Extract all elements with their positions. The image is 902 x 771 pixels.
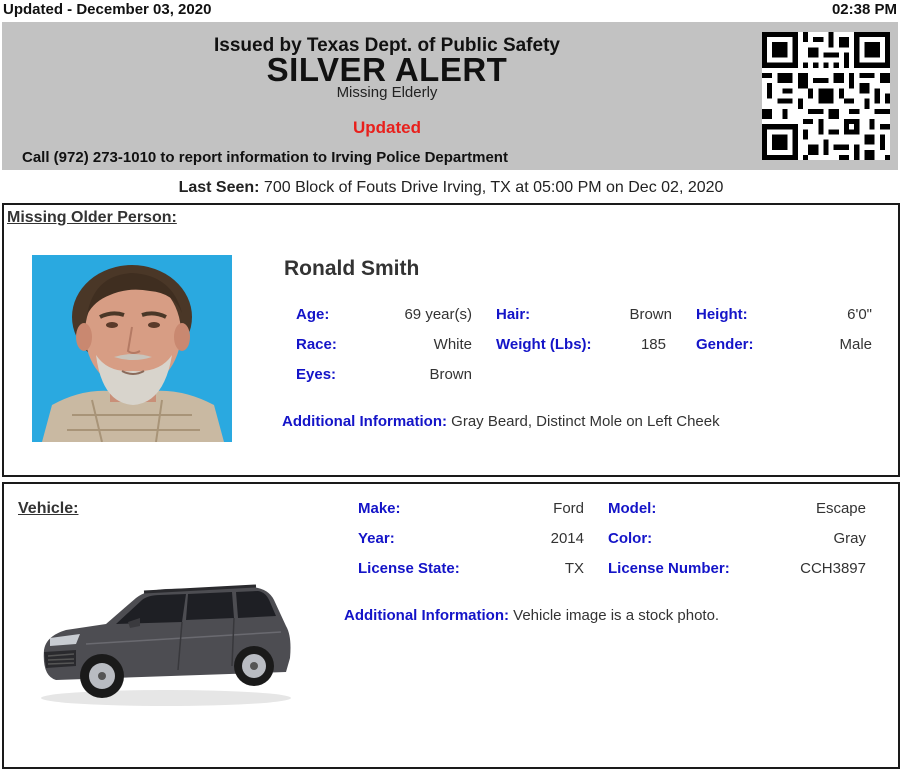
model-label: Model: [608, 500, 657, 517]
gender-label: Gender: [696, 336, 754, 353]
person-photo[interactable] [32, 255, 232, 442]
missing-person-panel [2, 203, 900, 477]
race-label: Race: [296, 336, 337, 353]
hair-value: Brown [629, 306, 672, 323]
license-number-label: License Number: [608, 560, 730, 577]
vehicle-additional-info [344, 607, 719, 624]
weight-label: Weight (Lbs): [496, 336, 592, 353]
year-label: Year: [358, 530, 395, 547]
age-value: 69 year(s) [404, 306, 472, 323]
top-bar [0, 0, 902, 20]
license-state-value: TX [564, 560, 584, 577]
height-value: 6'0" [847, 306, 872, 323]
call-to-action: Call (972) 273-1010 to report information to Irving Police Department [22, 149, 508, 166]
issuer: Issued by Texas Dept. of Public Safety [214, 35, 560, 56]
make-value: Ford [553, 500, 584, 517]
vehicle-additional-label: Additional Information: [344, 607, 509, 624]
last-seen-text: 700 Block of Fouts Drive Irving, TX at 05:00 PM on Dec 02, 2020 [259, 179, 724, 196]
race-value: White [433, 336, 472, 353]
color-label: Color: [608, 530, 653, 547]
updated-time: 02:38 PM [831, 1, 897, 18]
license-number-value: CCH3897 [800, 560, 866, 577]
vehicle-panel [2, 482, 900, 769]
year-value: 2014 [550, 530, 584, 547]
license-state-label: License State: [358, 560, 460, 577]
updated-date: Updated - December 03, 2020 [3, 1, 212, 18]
alert-subtitle: Missing Elderly [336, 84, 438, 101]
person-additional-label: Additional Information: [282, 413, 447, 430]
age-label: Age: [296, 306, 330, 323]
alert-header [2, 22, 898, 170]
qr-code-icon[interactable] [762, 32, 890, 160]
weight-value: 185 [640, 336, 666, 353]
color-value: Gray [833, 530, 866, 547]
last-seen-label: Last Seen: [178, 179, 260, 196]
alert-title: SILVER ALERT [266, 51, 508, 88]
gender-value: Male [839, 336, 872, 353]
height-label: Height: [696, 306, 748, 323]
last-seen [0, 179, 902, 197]
model-value: Escape [815, 500, 866, 517]
hair-label: Hair: [496, 306, 531, 323]
person-additional-info [282, 413, 720, 430]
make-label: Make: [358, 500, 401, 517]
eyes-value: Brown [429, 366, 472, 383]
eyes-label: Eyes: [296, 366, 337, 383]
alert-status: Updated [353, 118, 421, 137]
person-additional-text: Gray Beard, Distinct Mole on Left Cheek [446, 413, 720, 430]
vehicle-additional-text: Vehicle image is a stock photo. [508, 607, 720, 624]
person-section-title: Missing Older Person: [7, 209, 177, 226]
vehicle-photo[interactable] [36, 580, 296, 710]
vehicle-section-title: Vehicle: [18, 500, 79, 517]
person-name: Ronald Smith [284, 257, 420, 280]
